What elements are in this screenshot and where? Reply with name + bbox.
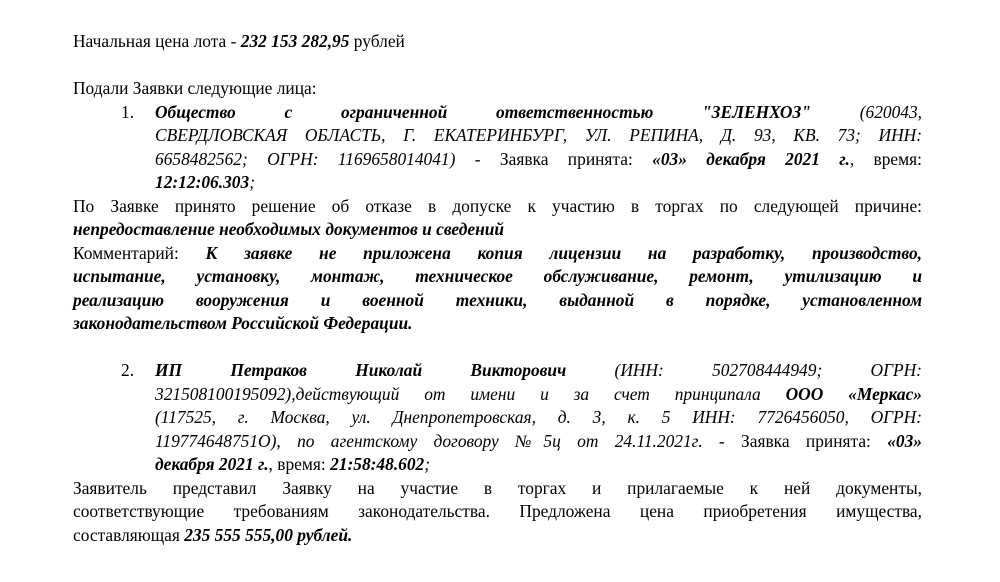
application-1-line-1: 1. Общество с ограниченной ответственностью "ЗЕЛЕНХОЗ" (620043, xyxy=(73,101,922,125)
decision-line-2: непредоставление необходимых документов и сведений xyxy=(73,219,505,239)
application-2-line-5: декабря 2021 г., время: 21:58:48.602; xyxy=(155,454,431,474)
result-line-2: соответствующие требованиям законодательства. Предложена цена приобретения имущества, xyxy=(73,501,922,521)
starting-price-value: 232 153 282,95 xyxy=(240,31,350,51)
comment-line-4: законодательством Российской Федерации. xyxy=(73,313,413,333)
application-1-line-3: 6658482562; ОГРН: 1169658014041) - Заявка принята: «03» декабря 2021 г., время: xyxy=(155,148,922,169)
decision-line-1: По Заявке принято решение об отказе в допуске к участию в торгах по следующей причине: xyxy=(73,195,922,216)
application-2-number: 2. xyxy=(121,360,135,380)
application-1-number: 1. xyxy=(121,101,135,122)
starting-price-line xyxy=(73,30,922,54)
application-2-line-3: (117525, г. Москва, ул. Днепропетровская, д. 3, к. 5 ИНН: 7726456050, ОГРН: xyxy=(155,407,922,427)
starting-price-unit: рублей xyxy=(349,31,405,51)
comment-line-2: испытание, установку, монтаж, техническое обслуживание, ремонт, утилизацию и xyxy=(73,266,922,286)
application-2-line-1: 2. ИП Петраков Николай Викторович (ИНН: 502708444949; ОГРН: xyxy=(73,359,922,383)
applicants-intro: Подали Заявки следующие лица: xyxy=(73,78,317,98)
document-body xyxy=(73,30,922,547)
offered-price: 235 555 555,00 рублей. xyxy=(184,524,353,545)
application-1-line-2: СВЕРДЛОВСКАЯ ОБЛАСТЬ, Г. ЕКАТЕРИНБУРГ, УЛ. РЕПИНА, Д. 93, КВ. 73; ИНН: xyxy=(155,125,922,145)
comment-line-3: реализацию вооружения и военной техники, выданной в порядке, установленном xyxy=(73,289,922,310)
starting-price-label: Начальная цена лота - xyxy=(73,31,241,51)
application-2-line-4: 119774648751О), по агентскому договору №5ц от 24.11.2021г. - Заявка принята: «03» xyxy=(155,430,922,451)
comment-line-1: Комментарий: К заявке не приложена копия лицензии на разработку, производство, xyxy=(73,242,922,263)
comment-label: Комментарий: xyxy=(73,242,206,263)
result-line-1: Заявитель представил Заявку на участие в торгах и прилагаемые к ней документы, xyxy=(73,477,922,498)
result-line-3: составляющая 235 555 555,00 рублей. xyxy=(73,524,353,545)
application-2-line-2: 321508100195092),действующий от имени и за счет принципала ООО «Меркас» xyxy=(155,383,922,404)
application-1-line-4: 12:12:06.303; xyxy=(155,172,255,192)
